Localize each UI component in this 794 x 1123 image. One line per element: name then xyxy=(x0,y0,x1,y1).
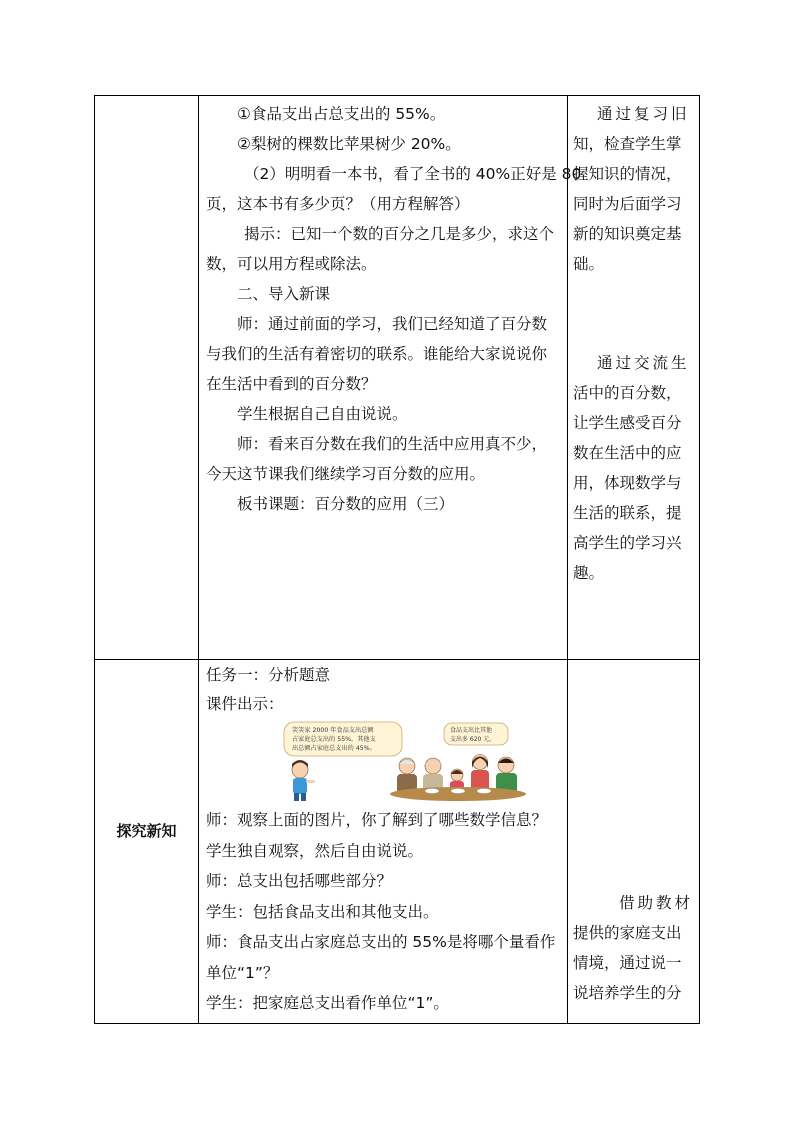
text-line: ①食品支出占总支出的 55%。 xyxy=(237,105,446,123)
note-line: 数在生活中的应 xyxy=(573,444,682,462)
note-line: 让学生感受百分 xyxy=(573,414,682,432)
note-line: 通过复习旧 xyxy=(597,105,690,123)
note-line: 用，体现数学与 xyxy=(573,474,682,492)
text-line: 师：通过前面的学习，我们已经知道了百分数 xyxy=(237,315,548,333)
text-line: 师：看来百分数在我们的生活中应用真不少， xyxy=(237,435,548,453)
table-col-divider-2 xyxy=(567,95,568,1024)
mother-figure xyxy=(471,755,489,793)
note-line: 生活的联系，提 xyxy=(573,504,682,522)
text-line: 板书课题：百分数的应用（三） xyxy=(237,495,455,513)
family-expense-illustration xyxy=(282,720,536,802)
note-line: 握知识的情况， xyxy=(573,165,682,183)
bubble-right-line: 食品支出比其他 xyxy=(450,727,493,734)
table-border-bottom xyxy=(94,1023,700,1024)
note-line: 情境，通过说一 xyxy=(573,954,682,972)
row1-main-content xyxy=(206,99,582,519)
note-line: 高学生的学习兴 xyxy=(573,534,682,552)
table-border-right xyxy=(699,95,700,1024)
bubble-right-line: 支出多 620 元。 xyxy=(450,736,496,743)
note-line: 提供的家庭支出 xyxy=(573,924,682,942)
bubble-left-line: 笑笑家 2000 年食品支出总额 xyxy=(292,727,374,734)
text-line: 师：食品支出占家庭总支出的 55%是将哪个量看作 xyxy=(206,933,556,951)
note-line: 新的知识奠定基 xyxy=(573,225,682,243)
text-line: 学生：包括食品支出和其他支出。 xyxy=(206,902,439,921)
text-line: 与我们的生活有着密切的联系。谁能给大家说说你 xyxy=(206,345,548,363)
note-line: 趣。 xyxy=(573,564,605,582)
text-line: （2）明明看一本书，看了全书的 40%正好是 80 xyxy=(244,165,582,183)
text-line: ②梨树的棵数比苹果树少 20%。 xyxy=(237,135,461,153)
row2-main-bottom xyxy=(206,805,564,1019)
text-line: 单位“1”？ xyxy=(206,963,279,982)
note-line: 知，检查学生掌 xyxy=(573,135,682,153)
text-line: 学生：把家庭总支出看作单位“1”。 xyxy=(206,994,449,1012)
note-line: 通过交流生 xyxy=(597,354,690,372)
text-line: 学生根据自己自由说说。 xyxy=(237,405,408,423)
table-col-divider-1 xyxy=(198,95,199,1024)
grandpa-figure xyxy=(397,758,417,794)
task-heading: 任务一：分析题意 xyxy=(206,666,331,684)
bubble-left-line: 占家庭总支出的 55%，其他支 xyxy=(292,736,376,743)
text-line: 师：总支出包括哪些部分？ xyxy=(206,872,393,890)
note-line: 借助教材 xyxy=(619,894,694,912)
text-line: 页，这本书有多少页？（用方程解答） xyxy=(206,195,470,213)
table-border-top xyxy=(94,95,700,96)
note-line: 说培养学生的分 xyxy=(573,984,682,1002)
text-line: 师：观察上面的图片，你了解到了哪些数学信息？ xyxy=(206,811,548,829)
row1-note-b xyxy=(573,348,697,588)
table-border-left xyxy=(94,95,95,1024)
text-line: 在生活中看到的百分数？ xyxy=(206,375,377,393)
text-line: 学生独自观察，然后自由说说。 xyxy=(206,841,424,860)
text-line: 揭示：已知一个数的百分之几是多少，求这个 xyxy=(244,225,555,243)
text-line: 数，可以用方程或除法。 xyxy=(206,255,377,273)
row2-note xyxy=(573,888,697,1008)
dining-table xyxy=(390,787,526,801)
note-line: 同时为后面学习 xyxy=(573,195,682,213)
boy-figure xyxy=(292,760,315,801)
note-line: 础。 xyxy=(573,255,605,273)
table-row-divider xyxy=(94,659,700,660)
text-line: 课件出示： xyxy=(206,695,284,713)
note-line: 活中的百分数， xyxy=(573,384,682,402)
text-line: 今天这节课我们继续学习百分数的应用。 xyxy=(206,465,486,483)
bubble-left-line: 出总额占家庭总支出的 45%。 xyxy=(292,745,376,752)
row2-label: 探究新知 xyxy=(116,822,177,840)
row2-main-top xyxy=(206,661,564,719)
section-heading: 二、导入新课 xyxy=(237,285,331,303)
row1-note-a xyxy=(573,99,697,279)
